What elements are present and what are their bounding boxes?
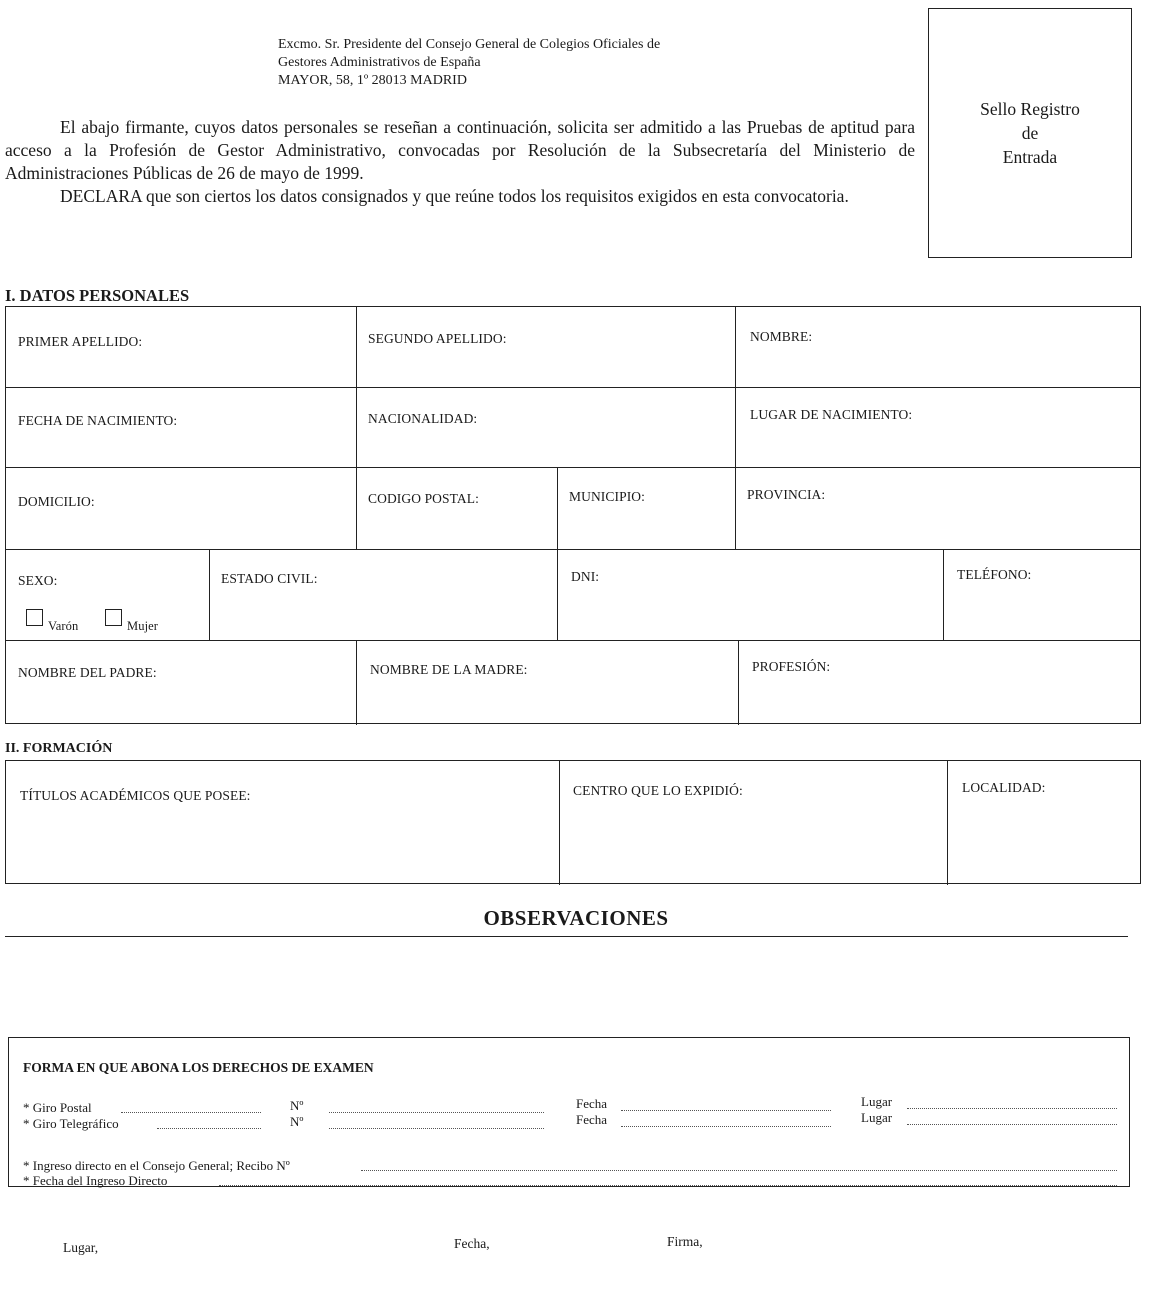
ingreso-directo-fill[interactable] (361, 1170, 1117, 1171)
col-divider (559, 761, 560, 885)
col-divider (735, 307, 736, 387)
field-primer-apellido[interactable]: PRIMER APELLIDO: (18, 334, 143, 349)
col-divider (557, 467, 558, 549)
field-sexo: SEXO: (18, 573, 58, 588)
observaciones-title: OBSERVACIONES (483, 906, 669, 930)
field-provincia[interactable]: PROVINCIA: (747, 487, 826, 502)
field-localidad[interactable]: LOCALIDAD: (962, 780, 1046, 795)
field-municipio[interactable]: MUNICIPIO: (569, 489, 646, 504)
field-lugar-nacimiento[interactable]: LUGAR DE NACIMIENTO: (750, 407, 913, 422)
col-divider (735, 387, 736, 467)
payment-title: FORMA EN QUE ABONA LOS DERECHOS DE EXAMEN (23, 1060, 374, 1075)
stamp-line-2: de (1021, 123, 1039, 143)
giro-telegrafico-label: * Giro Telegráfico (23, 1116, 119, 1131)
giro-postal-fecha-fill[interactable] (621, 1110, 831, 1111)
registry-stamp-box (928, 8, 1132, 258)
field-centro[interactable]: CENTRO QUE LO EXPIDIÓ: (573, 783, 743, 798)
label-varon: Varón (48, 619, 79, 633)
ingreso-directo-label: * Ingreso directo en el Consejo General; Recibo Nº (23, 1158, 290, 1173)
stamp-line-3: Entrada (1002, 147, 1058, 167)
giro-telegrafico-fill[interactable] (157, 1128, 261, 1129)
footer-fecha: Fecha, (454, 1236, 490, 1251)
field-profesion[interactable]: PROFESIÓN: (752, 659, 831, 674)
giro-postal-fecha-label: Fecha (576, 1096, 608, 1111)
giro-telegrafico-lugar-fill[interactable] (907, 1124, 1117, 1125)
stamp-line-1: Sello Registro (980, 99, 1080, 119)
giro-postal-fill[interactable] (121, 1112, 261, 1113)
payment-box (8, 1037, 1130, 1187)
checkbox-mujer[interactable] (105, 609, 122, 626)
intro-paragraph-1: El abajo firmante, cuyos datos personales se reseñan a continuación, solicita ser admitido a las Pruebas de aptitud para acceso a la Profesión de Gestor Administrativo, convocadas por Resolución de la Subsecretaría del Ministerio de Administraciones Públicas de 26 de mayo de 1999. (5, 117, 915, 183)
field-titulos[interactable]: TÍTULOS ACADÉMICOS QUE POSEE: (20, 788, 251, 803)
giro-telegrafico-lugar-label: Lugar (861, 1110, 893, 1125)
address-line-3: MAYOR, 58, 1º 28013 MADRID (278, 73, 467, 88)
fecha-ingreso-label: * Fecha del Ingreso Directo (23, 1173, 168, 1188)
field-codigo-postal[interactable]: CODIGO POSTAL: (368, 491, 479, 506)
row-divider (6, 549, 1140, 550)
section-personal-title: I. DATOS PERSONALES (5, 286, 190, 305)
field-segundo-apellido[interactable]: SEGUNDO APELLIDO: (368, 331, 507, 346)
col-divider (735, 467, 736, 549)
field-telefono[interactable]: TELÉFONO: (957, 567, 1032, 582)
col-divider (356, 307, 357, 387)
giro-postal-num-fill[interactable] (329, 1112, 544, 1113)
giro-telegrafico-num-fill[interactable] (329, 1128, 544, 1129)
checkbox-varon[interactable] (26, 609, 43, 626)
row-divider (6, 387, 1140, 388)
col-divider (947, 761, 948, 885)
fecha-ingreso-fill[interactable] (219, 1185, 1117, 1186)
giro-postal-lugar-label: Lugar (861, 1094, 893, 1109)
giro-postal-lugar-fill[interactable] (907, 1108, 1117, 1109)
section-formation-title: II. FORMACIÓN (5, 741, 113, 756)
formation-table (5, 760, 1141, 884)
address-line-1: Excmo. Sr. Presidente del Consejo General de Colegios Oficiales de (278, 37, 661, 52)
giro-telegrafico-fecha-fill[interactable] (621, 1126, 831, 1127)
address-line-2: Gestores Administrativos de España (278, 55, 481, 70)
col-divider (356, 467, 357, 549)
giro-postal-num-label: Nº (290, 1098, 304, 1113)
field-domicilio[interactable]: DOMICILIO: (18, 494, 95, 509)
col-divider (356, 640, 357, 725)
intro-paragraph-2: DECLARA que son ciertos los datos consignados y que reúne todos los requisitos exigidos en esta convocatoria. (60, 186, 849, 206)
field-nombre-madre[interactable]: NOMBRE DE LA MADRE: (370, 662, 528, 677)
row-divider (6, 467, 1140, 468)
col-divider (943, 549, 944, 640)
col-divider (356, 387, 357, 467)
giro-telegrafico-num-label: Nº (290, 1114, 304, 1129)
recipient-address (278, 36, 660, 90)
footer-firma: Firma, (667, 1234, 703, 1249)
field-dni[interactable]: DNI: (571, 569, 600, 584)
footer-lugar: Lugar, (63, 1240, 99, 1255)
field-nombre-padre[interactable]: NOMBRE DEL PADRE: (18, 665, 157, 680)
field-nombre[interactable]: NOMBRE: (750, 329, 813, 344)
field-estado-civil[interactable]: ESTADO CIVIL: (221, 571, 318, 586)
col-divider (738, 640, 739, 725)
giro-telegrafico-fecha-label: Fecha (576, 1112, 608, 1127)
personal-data-table (5, 306, 1141, 724)
field-fecha-nacimiento[interactable]: FECHA DE NACIMIENTO: (18, 413, 178, 428)
row-divider (6, 640, 1140, 641)
observaciones-rule (5, 936, 1128, 937)
label-mujer: Mujer (127, 619, 159, 633)
intro-text (5, 116, 915, 208)
giro-postal-label: * Giro Postal (23, 1100, 92, 1115)
col-divider (209, 549, 210, 640)
field-nacionalidad[interactable]: NACIONALIDAD: (368, 411, 478, 426)
col-divider (557, 549, 558, 640)
